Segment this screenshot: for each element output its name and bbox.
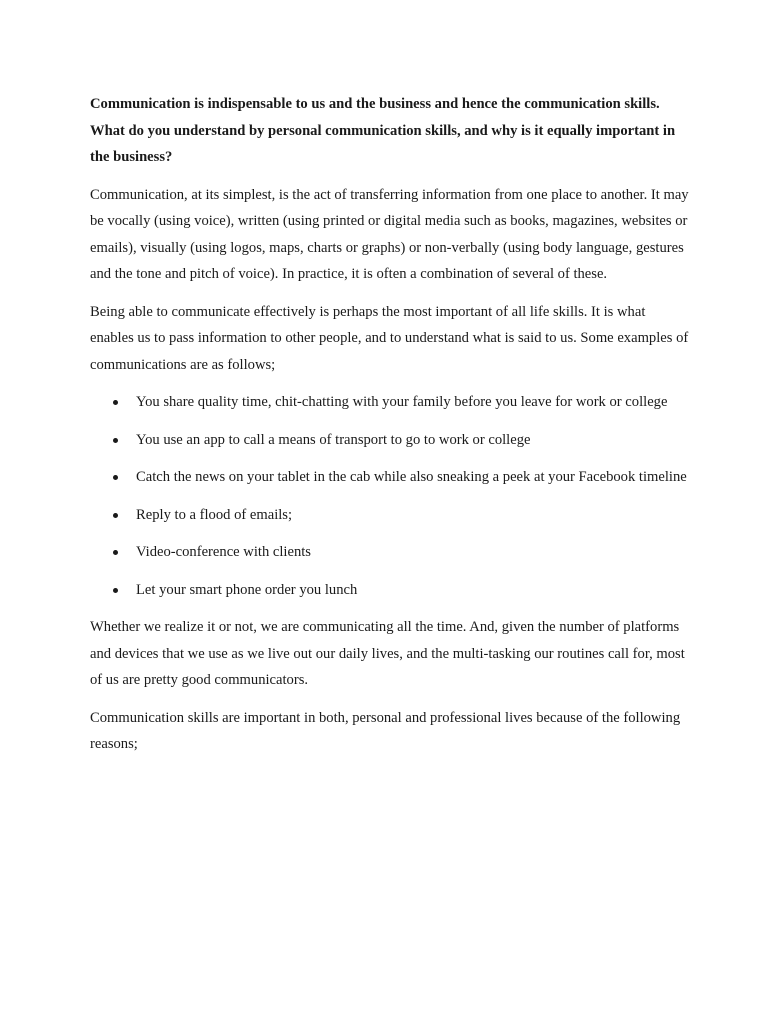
list-item-text: Video-conference with clients [136,544,311,560]
list-item [90,539,690,566]
list-item-text: Reply to a flood of emails; [136,506,293,523]
document-body [90,91,690,769]
list-item-text: You use an app to call a means of transport to go to work or college [136,431,531,448]
list-item [90,389,690,416]
paragraph-reasons-intro: Communication skills are important in both, personal and professional lives because of the following reasons; [90,709,681,752]
paragraph-examples-intro: Being able to communicate effectively is perhaps the most important of all life skills. It is what enables us to pass information to other people, and to understand what is said to us. Some examples of communications are as follows; [90,303,689,373]
list-item [90,427,690,454]
examples-list [90,389,690,603]
paragraph-definition: Communication, at its simplest, is the act of transferring information from one place to another. It may be vocally (using voice), written (using printed or digital media such as books, magazines, websites or emails), visually (using logos, maps, charts or graphs) or non-verbally (using body language, gestures and the tone and pitch of voice). In practice, it is often a combination of several of these. [90,186,689,282]
bullet-icon [113,513,118,518]
list-item [90,464,690,491]
list-item [90,502,690,529]
list-item [90,577,690,604]
paragraph-communicators: Whether we realize it or not, we are communicating all the time. And, given the number of platforms and devices that we use as we live out our daily lives, and the multi-tasking our routines call for, most of us are pretty good communicators. [90,619,685,688]
bullet-icon [113,550,118,555]
bullet-icon [113,438,118,443]
list-item-text: You share quality time, chit-chatting with your family before you leave for work or college [136,394,668,410]
bullet-icon [113,588,118,593]
question-heading: Communication is indispensable to us and the business and hence the communication skills. What do you understand by personal communication skills, and why is it equally important in the business? [90,96,676,165]
bullet-icon [113,400,118,405]
list-item-text: Catch the news on your tablet in the cab while also sneaking a peek at your Facebook timeline [136,469,687,485]
bullet-icon [113,475,118,480]
list-item-text: Let your smart phone order you lunch [136,581,358,598]
